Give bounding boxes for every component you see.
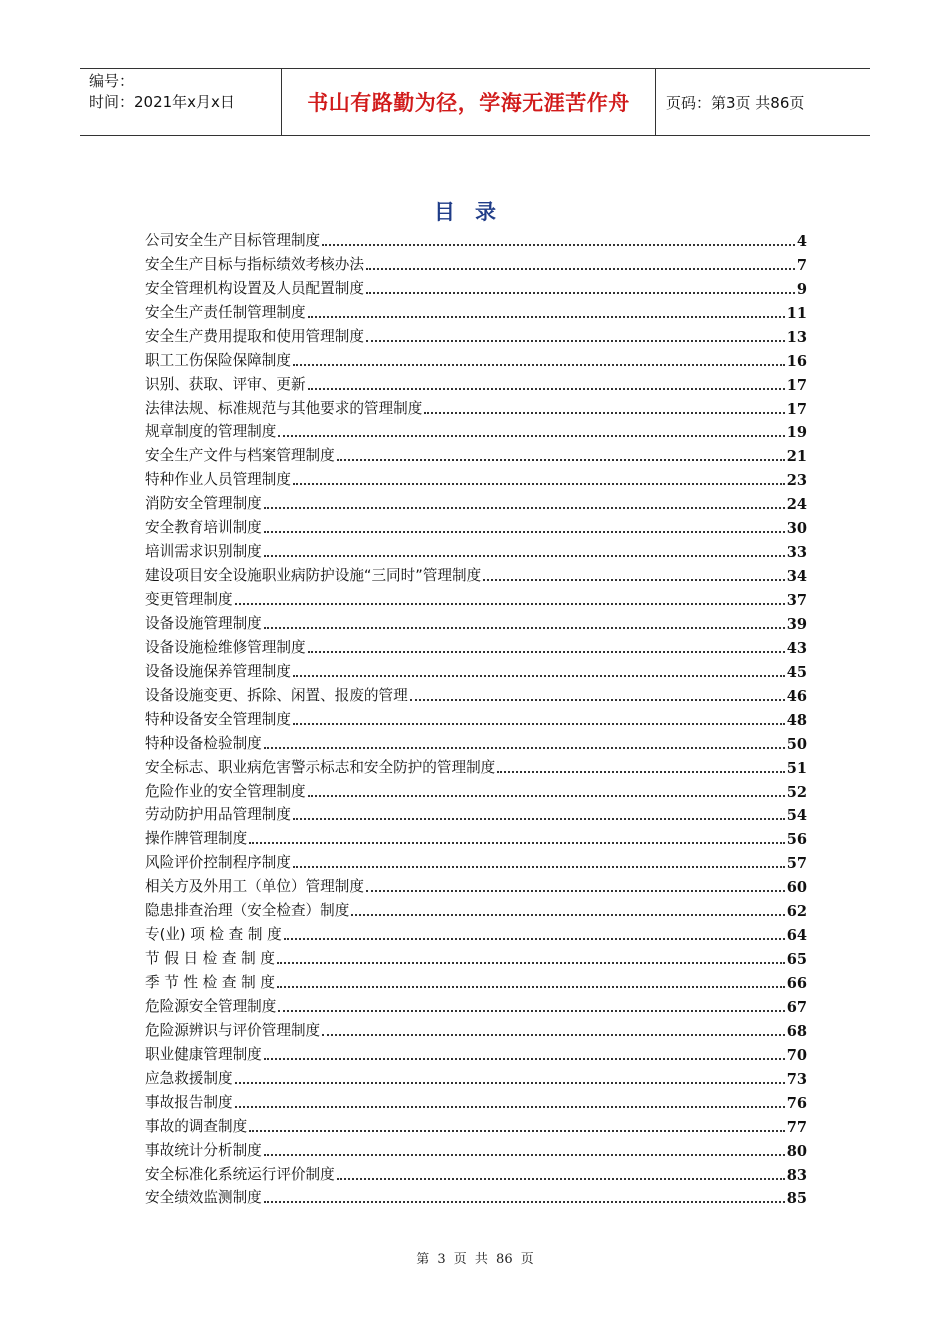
toc-entry[interactable] [145,729,807,753]
table-of-contents [145,226,807,1207]
toc-entry-page: 60 [786,879,807,897]
toc-entry-title: 特种设备检验制度 [145,734,262,752]
toc-entry-page: 66 [786,975,807,992]
toc-leader-dots [235,1082,785,1084]
toc-leader-dots [483,579,785,581]
toc-entry-page: 33 [786,544,807,562]
toc-leader-dots [293,675,785,677]
toc-entry-title: 事故统计分析制度 [145,1141,262,1159]
toc-entry-page: 39 [786,615,807,633]
toc-entry-page: 73 [786,1070,807,1088]
toc-entry-page: 30 [786,520,807,538]
toc-leader-dots [235,1106,785,1108]
toc-entry[interactable] [145,1160,807,1184]
toc-leader-dots [337,1178,785,1180]
toc-entry[interactable] [145,1016,807,1040]
toc-leader-dots [293,364,785,366]
toc-entry[interactable] [145,250,807,274]
toc-leader-dots [277,962,785,964]
toc-leader-dots [337,459,785,461]
toc-leader-dots [264,507,785,509]
toc-entry-title: 设备设施变更、拆除、闲置、报废的管理 [145,686,408,704]
toc-entry-page: 11 [786,304,807,322]
toc-entry[interactable] [145,968,807,992]
toc-leader-dots [308,795,785,797]
toc-entry[interactable] [145,992,807,1016]
toc-leader-dots [308,651,785,653]
toc-entry-title: 专(业) 项 检 查 制 度 [145,926,282,944]
toc-entry-page: 64 [786,927,807,945]
toc-leader-dots [264,1058,785,1060]
toc-entry-title: 隐患排查治理（安全检查）制度 [145,902,350,920]
toc-leader-dots [278,1010,784,1012]
toc-entry-title: 风险评价控制程序制度 [145,854,291,872]
toc-entry-title: 安全教育培训制度 [145,519,262,537]
toc-leader-dots [264,747,785,749]
toc-entry[interactable] [145,777,807,801]
toc-entry-title: 危险源辨识与评价管理制度 [145,1021,321,1039]
toc-entry-title: 季 节 性 检 查 制 度 [145,974,275,991]
toc-entry-title: 培训需求识别制度 [145,543,262,561]
toc-entry-title: 安全标准化系统运行评价制度 [145,1165,335,1183]
toc-entry-title: 变更管理制度 [145,591,233,608]
toc-entry-title: 安全生产责任制管理制度 [145,303,306,321]
toc-entry-title: 职业健康管理制度 [145,1045,262,1063]
toc-entry-page: 56 [786,831,807,849]
toc-entry-page: 52 [786,783,807,801]
toc-entry[interactable] [145,1040,807,1064]
toc-entry[interactable] [145,896,807,920]
toc-entry[interactable] [145,824,807,848]
toc-entry[interactable] [145,298,807,322]
page-header [80,68,870,136]
toc-entry-title: 事故的调查制度 [145,1117,248,1135]
toc-entry-title: 安全标志、职业病危害警示标志和安全防护的管理制度 [145,758,496,776]
document-date: 时间：2021年x月x日 [89,93,235,111]
toc-entry[interactable] [145,418,807,442]
toc-leader-dots [424,412,784,414]
toc-leader-dots [293,723,785,725]
toc-entry[interactable] [145,848,807,872]
toc-entry-title: 特种作业人员管理制度 [145,471,291,489]
toc-leader-dots [322,1034,785,1036]
toc-entry[interactable] [145,1136,807,1160]
toc-entry-page: 70 [786,1046,807,1064]
toc-entry-page: 17 [786,400,807,418]
toc-entry-page: 51 [786,759,807,777]
toc-entry-page: 57 [786,855,807,873]
toc-entry-page: 85 [786,1190,807,1208]
toc-leader-dots [366,890,785,892]
toc-leader-dots [264,1201,785,1203]
toc-entry[interactable] [145,1184,807,1208]
toc-leader-dots [284,938,785,940]
toc-entry[interactable] [145,920,807,944]
toc-entry-page: 76 [786,1094,807,1112]
toc-leader-dots [249,842,785,844]
toc-entry-page: 54 [786,807,807,825]
toc-leader-dots [249,1130,785,1132]
toc-leader-dots [293,483,785,485]
toc-entry[interactable] [145,394,807,418]
toc-entry-page: 17 [786,376,807,394]
toc-entry[interactable] [145,561,807,585]
toc-entry-page: 83 [786,1166,807,1184]
toc-leader-dots [293,866,785,868]
toc-entry-title: 规章制度的管理制度 [145,423,277,441]
toc-entry-title: 节 假 日 检 查 制 度 [145,950,275,968]
toc-entry-title: 设备设施保养管理制度 [145,662,291,680]
toc-entry-title: 消防安全管理制度 [145,495,262,513]
toc-entry[interactable] [145,346,807,370]
toc-entry[interactable] [145,489,807,513]
toc-entry-title: 识别、获取、评审、更新 [145,375,306,393]
toc-entry[interactable] [145,1064,807,1088]
toc-entry-page: 9 [796,280,807,298]
toc-entry-page: 68 [786,1022,807,1040]
toc-entry-title: 相关方及外用工（单位）管理制度 [145,878,364,896]
toc-entry[interactable] [145,1112,807,1136]
toc-entry-page: 50 [786,735,807,753]
toc-leader-dots [366,340,785,342]
toc-leader-dots [410,699,785,701]
toc-entry[interactable] [145,872,807,896]
toc-entry-page: 67 [786,998,807,1016]
toc-entry[interactable] [145,465,807,489]
toc-leader-dots [293,818,785,820]
toc-entry[interactable] [145,513,807,537]
toc-entry[interactable] [145,322,807,346]
toc-entry[interactable] [145,801,807,825]
toc-entry-title: 安全绩效监测制度 [145,1189,262,1207]
toc-entry-page: 37 [786,592,807,609]
toc-leader-dots [264,1154,785,1156]
toc-entry-title: 设备设施管理制度 [145,614,262,632]
toc-entry-page: 48 [786,711,807,729]
toc-entry[interactable] [145,633,807,657]
header-motto: 书山有路勤为径，学海无涯苦作舟 [282,69,656,135]
toc-entry-title: 安全生产费用提取和使用管理制度 [145,327,364,345]
toc-entry[interactable] [145,681,807,705]
toc-leader-dots [366,268,795,270]
document-number-label: 编号： [89,72,135,90]
toc-leader-dots [308,316,785,318]
toc-entry[interactable] [145,657,807,681]
toc-entry-title: 职工工伤保险保障制度 [145,351,291,369]
toc-entry-title: 安全管理机构设置及人员配置制度 [145,279,364,297]
toc-entry-page: 7 [796,256,807,274]
toc-entry-title: 公司安全生产目标管理制度 [145,231,321,249]
toc-leader-dots [497,771,784,773]
toc-entry[interactable] [145,441,807,465]
toc-entry-page: 45 [786,663,807,681]
toc-entry-title: 安全生产文件与档案管理制度 [145,447,335,465]
toc-leader-dots [308,388,785,390]
toc-entry[interactable] [145,226,807,250]
toc-entry-title: 法律法规、标准规范与其他要求的管理制度 [145,399,423,417]
toc-leader-dots [322,244,795,246]
toc-entry[interactable] [145,753,807,777]
toc-leader-dots [366,292,795,294]
toc-entry[interactable] [145,609,807,633]
toc-entry-page: 62 [786,903,807,921]
toc-entry-title: 设备设施检维修管理制度 [145,638,306,656]
header-page-info: 页码：第3页 共86页 [666,93,805,112]
toc-entry-title: 劳动防护用品管理制度 [145,806,291,824]
toc-leader-dots [278,435,784,437]
toc-entry[interactable] [145,1088,807,1112]
toc-entry[interactable] [145,705,807,729]
toc-entry-title: 应急救援制度 [145,1069,233,1087]
toc-entry[interactable] [145,944,807,968]
toc-entry-title: 危险作业的安全管理制度 [145,782,306,800]
toc-title: 目录 [434,200,516,224]
toc-entry-page: 46 [786,687,807,705]
toc-entry-page: 19 [786,424,807,442]
toc-leader-dots [264,627,785,629]
toc-entry-title: 危险源安全管理制度 [145,997,277,1015]
toc-entry[interactable] [145,537,807,561]
toc-entry-title: 操作牌管理制度 [145,830,248,848]
toc-leader-dots [235,603,785,605]
toc-entry[interactable] [145,370,807,394]
toc-entry-page: 77 [786,1118,807,1136]
toc-leader-dots [264,555,785,557]
toc-entry-page: 65 [786,951,807,969]
toc-entry-page: 4 [796,232,807,250]
toc-entry-page: 43 [786,639,807,657]
toc-entry-title: 建设项目安全设施职业病防护设施“三同时”管理制度 [145,567,482,585]
toc-entry-page: 23 [786,472,807,490]
toc-entry-page: 24 [786,496,807,514]
toc-entry-title: 特种设备安全管理制度 [145,710,291,728]
header-meta [80,69,282,135]
toc-entry-page: 34 [786,568,807,586]
toc-leader-dots [264,531,785,533]
toc-entry-title: 安全生产目标与指标绩效考核办法 [145,255,364,273]
toc-entry[interactable] [145,274,807,298]
page-footer: 第 3 页 共 86 页 [416,1252,534,1267]
toc-entry-page: 16 [786,352,807,370]
toc-leader-dots [351,914,784,916]
toc-entry[interactable] [145,585,807,609]
toc-entry-page: 13 [786,328,807,346]
toc-entry-page: 80 [786,1142,807,1160]
toc-leader-dots [277,986,785,988]
toc-entry-page: 21 [786,448,807,466]
toc-entry-title: 事故报告制度 [145,1093,233,1111]
